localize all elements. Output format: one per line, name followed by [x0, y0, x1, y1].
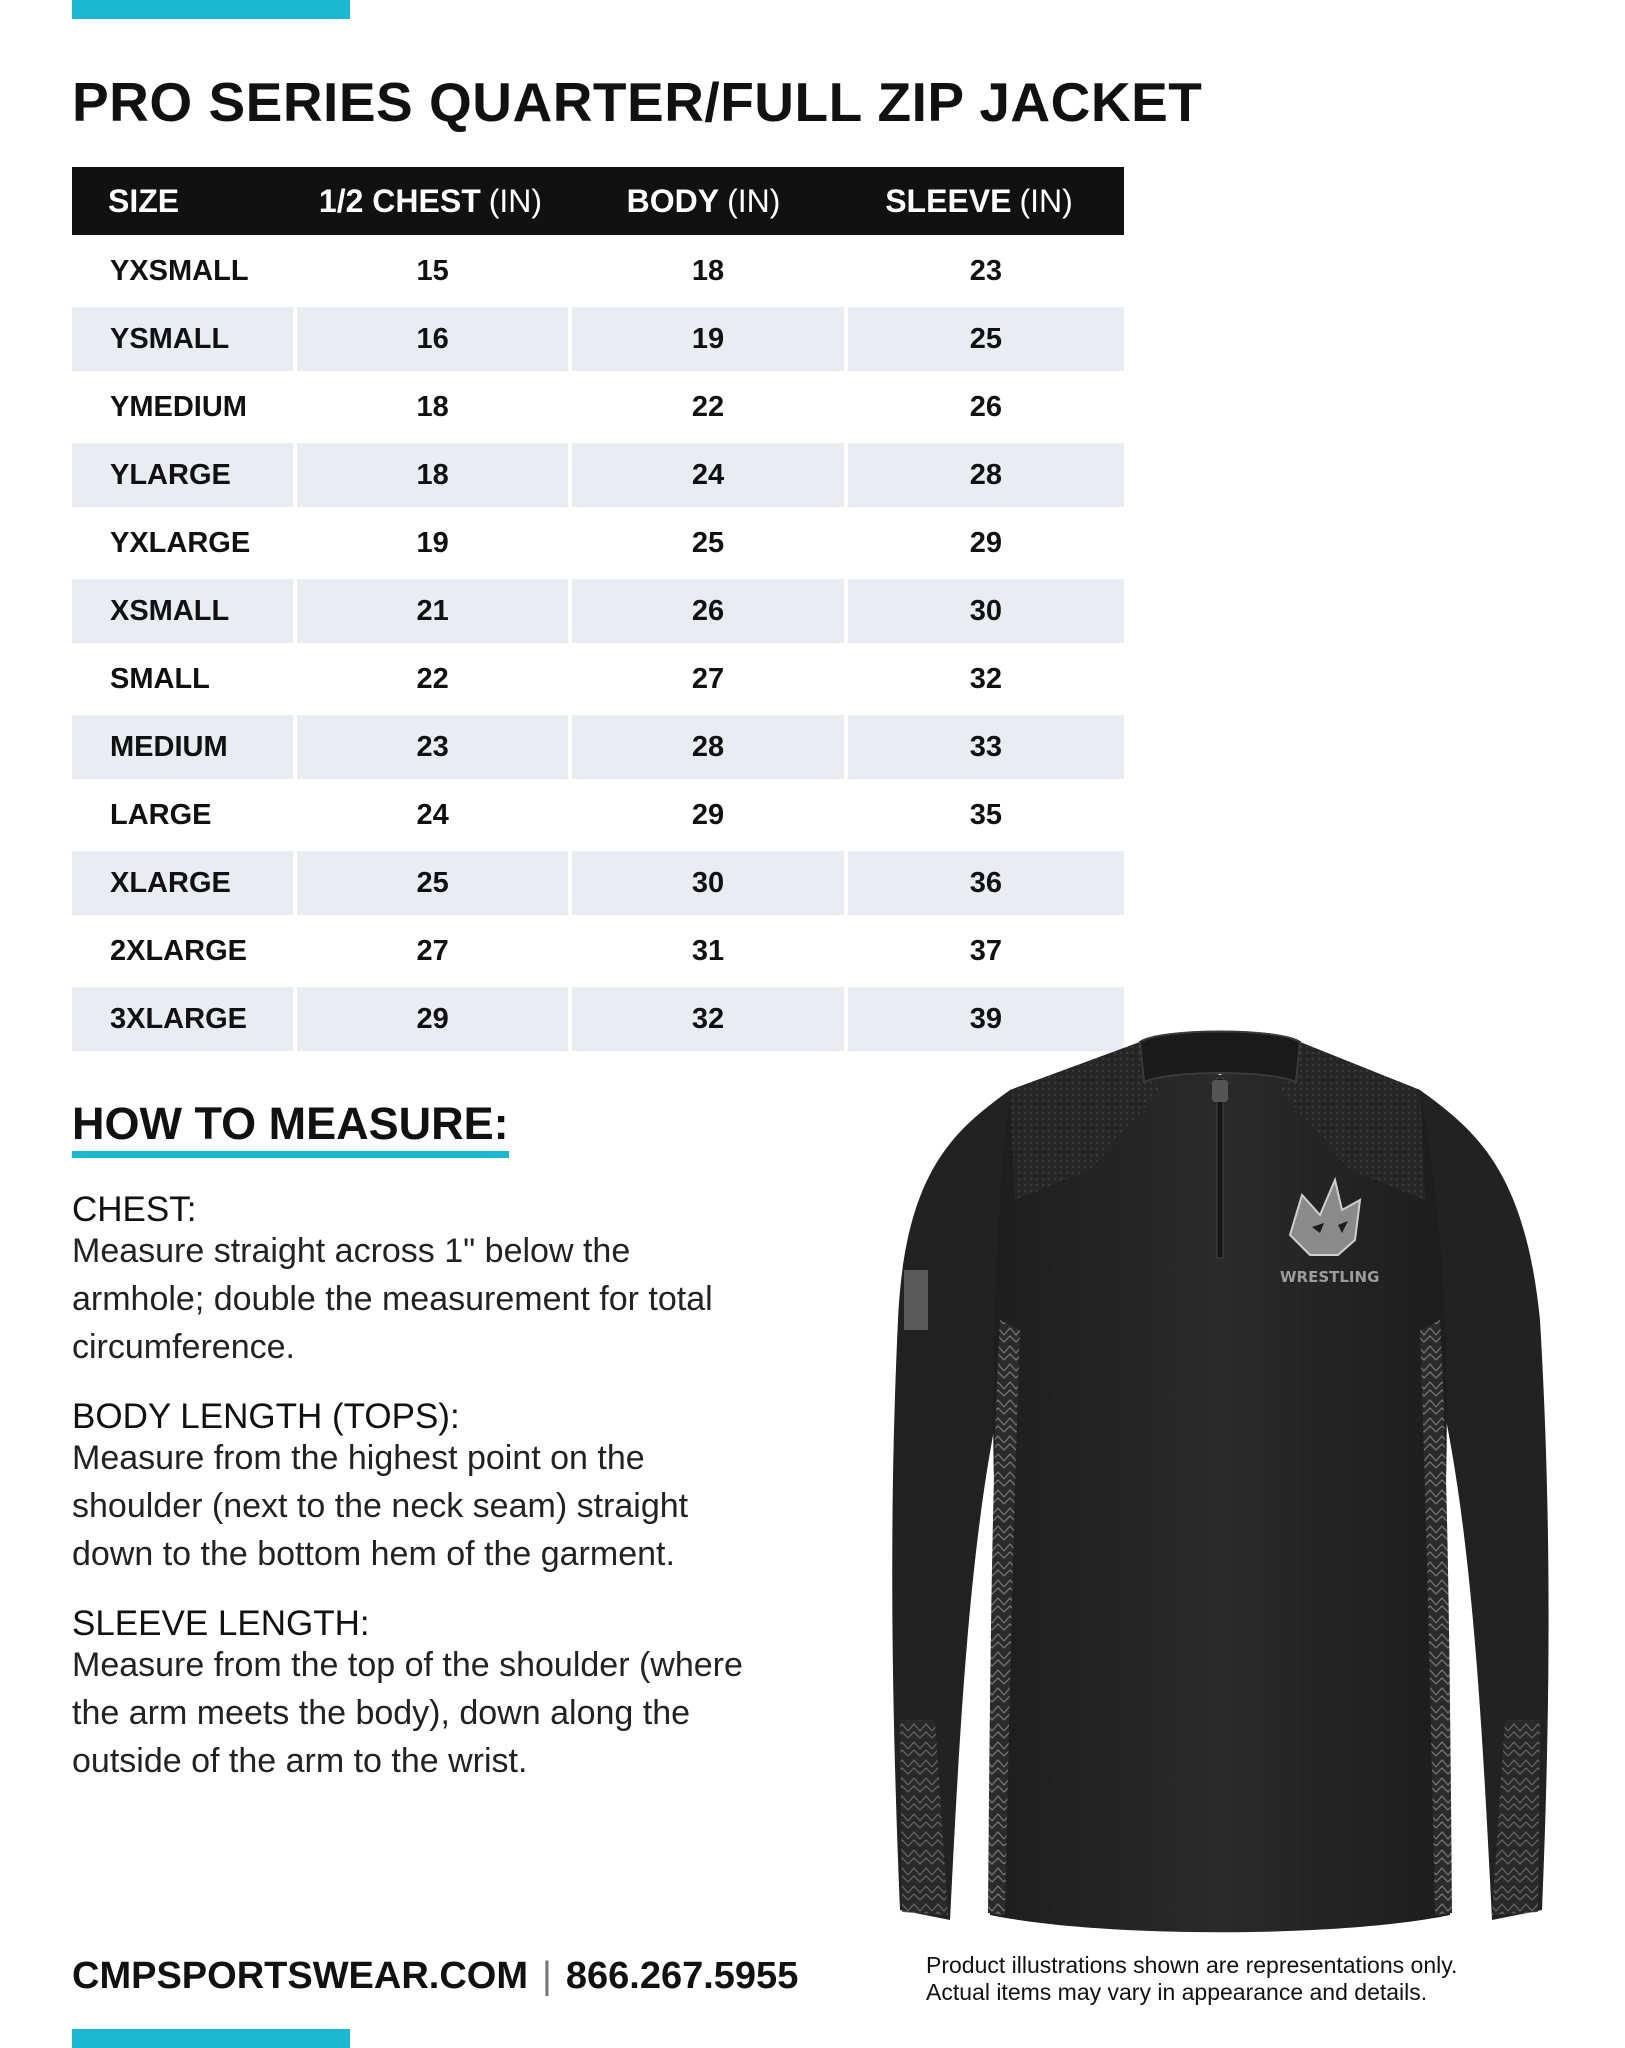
chest-cell: 18 [297, 375, 568, 439]
table-row [72, 307, 1124, 371]
body-cell: 30 [572, 851, 843, 915]
sleeve-length-text-line: the arm meets the body), down along the [72, 1694, 691, 1733]
header-size: SIZE [108, 182, 180, 219]
body-length-text-line: shoulder (next to the neck seam) straight [72, 1487, 689, 1526]
body-cell: 29 [572, 783, 843, 847]
size-cell: 3XLARGE [72, 987, 293, 1051]
table-row [72, 511, 1124, 575]
sleeve-cell: 25 [848, 307, 1124, 371]
chest-cell: 25 [297, 851, 568, 915]
phone-text: 866.267.5955 [565, 1955, 799, 1997]
sleeve-length-text-line: outside of the arm to the wrist. [72, 1742, 528, 1781]
collar [1140, 1032, 1300, 1083]
chest-title: CHEST: [72, 1190, 197, 1230]
table-row [72, 647, 1124, 711]
size-cell: 2XLARGE [72, 919, 293, 983]
chest-cell: 19 [297, 511, 568, 575]
chest-text-line: circumference. [72, 1328, 295, 1367]
size-cell: YMEDIUM [72, 375, 293, 439]
footer-separator: | [542, 1955, 552, 1997]
website-text: CMPSPORTSWEAR.COM [72, 1955, 528, 1997]
size-cell: YXLARGE [72, 511, 293, 575]
table-row [72, 851, 1124, 915]
table-body [72, 239, 1124, 1051]
body-cell: 25 [572, 511, 843, 575]
chest-cell: 15 [297, 239, 568, 303]
table-header [72, 167, 1124, 235]
size-cell: XSMALL [72, 579, 293, 643]
size-cell: LARGE [72, 783, 293, 847]
sleeve-cell: 39 [848, 987, 1124, 1051]
table-row [72, 579, 1124, 643]
sleeve-cell: 37 [848, 919, 1124, 983]
sleeve-length-title: SLEEVE LENGTH: [72, 1604, 370, 1644]
disclaimer-line: Product illustrations shown are representations only. [926, 1952, 1458, 1978]
sleeve-cell: 33 [848, 715, 1124, 779]
body-cell: 18 [572, 239, 843, 303]
size-cell: MEDIUM [72, 715, 293, 779]
sleeve-cell: 26 [848, 375, 1124, 439]
body-cell: 31 [572, 919, 843, 983]
sleeve-patch [904, 1270, 928, 1330]
sleeve-length-instructions [72, 1606, 852, 1785]
chest-text-line: armhole; double the measurement for total [72, 1280, 713, 1319]
body-cell: 32 [572, 987, 843, 1051]
chest-text-line: Measure straight across 1" below the [72, 1232, 631, 1271]
sleeve-cell: 32 [848, 647, 1124, 711]
size-cell: YLARGE [72, 443, 293, 507]
sleeve-cell: 29 [848, 511, 1124, 575]
header-body: BODY (IN) [626, 182, 781, 219]
size-cell: YSMALL [72, 307, 293, 371]
jacket-product-image [860, 1020, 1580, 1945]
body-length-text-line: Measure from the highest point on the [72, 1439, 645, 1478]
body-cell: 19 [572, 307, 843, 371]
chest-cell: 27 [297, 919, 568, 983]
disclaimer-line: Actual items may vary in appearance and details. [926, 1979, 1428, 2005]
body-cell: 28 [572, 715, 843, 779]
jacket-logo-text: WRESTLING [1280, 1268, 1380, 1286]
table-row [72, 443, 1124, 507]
table-row [72, 239, 1124, 303]
size-chart-table [72, 167, 1124, 1051]
header-chest: 1/2 CHEST (IN) [318, 182, 543, 219]
bottom-accent-bar [72, 2029, 350, 2048]
size-cell: XLARGE [72, 851, 293, 915]
table-row [72, 919, 1124, 983]
table-row [72, 783, 1124, 847]
chest-cell: 16 [297, 307, 568, 371]
chest-cell: 23 [297, 715, 568, 779]
table-row [72, 715, 1124, 779]
footer-contact [72, 1955, 798, 1998]
sleeve-cell: 30 [848, 579, 1124, 643]
how-to-measure-section [72, 1100, 852, 1785]
page-title: PRO SERIES QUARTER/FULL ZIP JACKET [72, 71, 1203, 133]
size-cell: YXSMALL [72, 239, 293, 303]
sleeve-cell: 28 [848, 443, 1124, 507]
body-cell: 22 [572, 375, 843, 439]
how-to-measure-heading: HOW TO MEASURE: [72, 1100, 509, 1158]
body-cell: 24 [572, 443, 843, 507]
chest-cell: 24 [297, 783, 568, 847]
disclaimer [926, 1952, 1566, 2006]
sleeve-length-text-line: Measure from the top of the shoulder (where [72, 1646, 743, 1685]
header-sleeve: SLEEVE (IN) [885, 182, 1073, 219]
body-length-text-line: down to the bottom hem of the garment. [72, 1535, 675, 1574]
body-length-title: BODY LENGTH (TOPS): [72, 1397, 460, 1437]
table-row [72, 375, 1124, 439]
body-length-instructions [72, 1399, 852, 1578]
size-cell: SMALL [72, 647, 293, 711]
top-accent-bar [72, 0, 350, 19]
chest-instructions [72, 1192, 852, 1371]
body-cell: 27 [572, 647, 843, 711]
sleeve-cell: 36 [848, 851, 1124, 915]
body-cell: 26 [572, 579, 843, 643]
zipper [1217, 1078, 1223, 1258]
chest-cell: 29 [297, 987, 568, 1051]
sleeve-cell: 35 [848, 783, 1124, 847]
chest-cell: 21 [297, 579, 568, 643]
sleeve-cell: 23 [848, 239, 1124, 303]
chest-cell: 18 [297, 443, 568, 507]
chest-cell: 22 [297, 647, 568, 711]
